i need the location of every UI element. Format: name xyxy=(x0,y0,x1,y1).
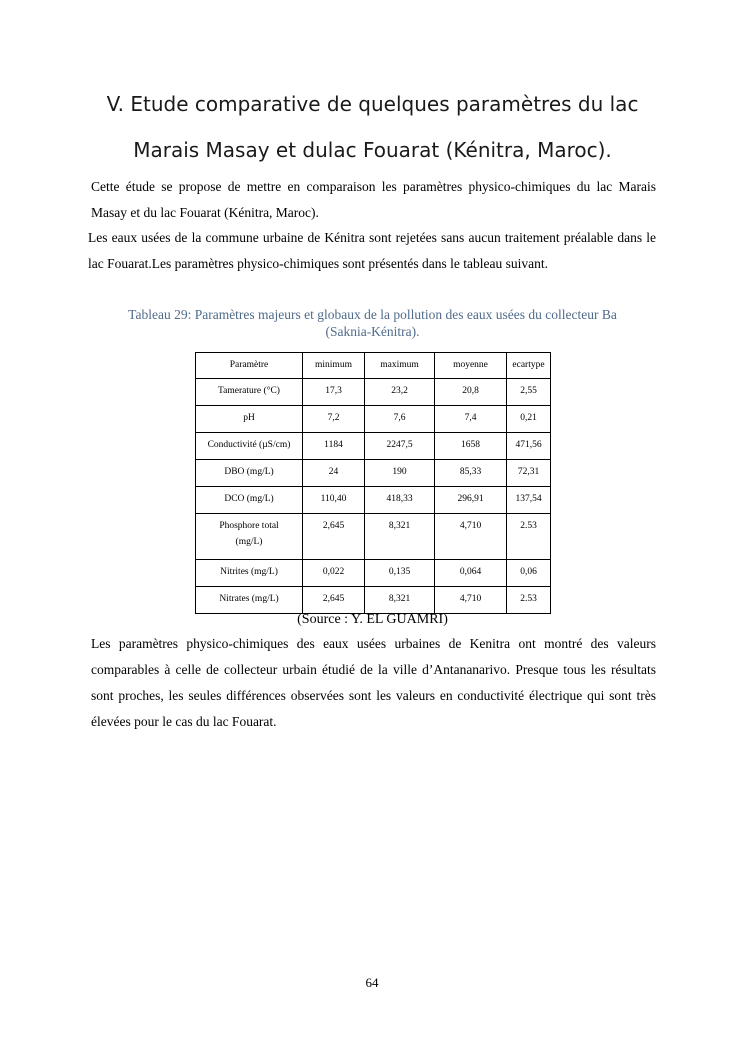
table-cell: 85,33 xyxy=(435,460,507,487)
table-cell: Conductivité (µS/cm) xyxy=(196,433,303,460)
table-row xyxy=(196,560,551,587)
table-cell: 17,3 xyxy=(303,379,365,406)
table-cell: 7,6 xyxy=(365,406,435,433)
page-number: 64 xyxy=(365,975,379,990)
table-row xyxy=(196,587,551,614)
table-caption xyxy=(90,306,655,340)
table-cell: Phosphore total (mg/L) xyxy=(196,514,303,560)
table-cell: 190 xyxy=(365,460,435,487)
table-cell: 2,55 xyxy=(507,379,551,406)
table-cell: 1184 xyxy=(303,433,365,460)
table-cell: Nitrates (mg/L) xyxy=(196,587,303,614)
table-cell: 8,321 xyxy=(365,514,435,560)
table-cell: 4,710 xyxy=(435,587,507,614)
table-cell: 23,2 xyxy=(365,379,435,406)
context-paragraph: Les eaux usées de la commune urbaine de Kénitra sont rejetées sans aucun traitement préalable dans le lac Fouarat.Les paramètres physico-chimiques sont présentés dans le tableau suivant. xyxy=(88,230,656,271)
table-cell: 0,06 xyxy=(507,560,551,587)
table-cell: 0,064 xyxy=(435,560,507,587)
table-cell: 137,54 xyxy=(507,487,551,514)
caption-line-2: (Saknia-Kénitra). xyxy=(325,324,420,339)
table-cell: DBO (mg/L) xyxy=(196,460,303,487)
intro-paragraph: Cette étude se propose de mettre en comparaison les paramètres physico-chimiques du lac Marais Masay et du lac Fouarat (Kénitra, Maroc). xyxy=(91,179,656,220)
table-cell: DCO (mg/L) xyxy=(196,487,303,514)
column-header: minimum xyxy=(303,353,365,379)
column-header: ecartype xyxy=(507,353,551,379)
table-cell: 0,21 xyxy=(507,406,551,433)
table-row xyxy=(196,379,551,406)
table-cell: 0,135 xyxy=(365,560,435,587)
conclusion-paragraph: Les paramètres physico-chimiques des eaux usées urbaines de Kenitra ont montré des valeurs comparables à celle de collecteur urbain étudié de la ville d’Antananarivo. Presque tous les résultats sont proches, les seules différences observées sont les valeurs en conductivité électrique qui sont très élevées pour le cas du lac Fouarat. xyxy=(91,636,656,729)
table-row xyxy=(196,460,551,487)
table-row xyxy=(196,433,551,460)
table-header-row xyxy=(196,353,551,379)
table-cell: 8,321 xyxy=(365,587,435,614)
table-row xyxy=(196,514,551,560)
table-cell: 2,645 xyxy=(303,587,365,614)
table-cell: 1658 xyxy=(435,433,507,460)
table-cell: Nitrites (mg/L) xyxy=(196,560,303,587)
section-heading-line-1: V. Etude comparative de quelques paramètres du lac xyxy=(106,92,639,116)
table-row xyxy=(196,487,551,514)
parameters-table xyxy=(195,352,551,614)
table-cell: 20,8 xyxy=(435,379,507,406)
table-cell: 7,4 xyxy=(435,406,507,433)
table-cell: 2.53 xyxy=(507,514,551,560)
table-cell: 24 xyxy=(303,460,365,487)
table-cell: 2,645 xyxy=(303,514,365,560)
table-cell: pH xyxy=(196,406,303,433)
table-cell: 471,56 xyxy=(507,433,551,460)
table-cell: 0,022 xyxy=(303,560,365,587)
table-cell: 2247,5 xyxy=(365,433,435,460)
column-header: maximum xyxy=(365,353,435,379)
table-source: (Source : Y. EL GUAMRI) xyxy=(297,612,448,627)
table-cell: 7,2 xyxy=(303,406,365,433)
table-cell: Tamerature (°C) xyxy=(196,379,303,406)
table-cell: 72,31 xyxy=(507,460,551,487)
table-row xyxy=(196,406,551,433)
table-cell: 110,40 xyxy=(303,487,365,514)
caption-line-1: Tableau 29: Paramètres majeurs et globaux de la pollution des eaux usées du collecteur Ba xyxy=(128,307,617,322)
table-cell: 418,33 xyxy=(365,487,435,514)
table-cell: 296,91 xyxy=(435,487,507,514)
column-header: moyenne xyxy=(435,353,507,379)
table-cell: 4,710 xyxy=(435,514,507,560)
table-cell: 2.53 xyxy=(507,587,551,614)
column-header: Paramètre xyxy=(196,353,303,379)
section-heading-line-2: Marais Masay et dulac Fouarat (Kénitra, Maroc). xyxy=(133,138,612,162)
